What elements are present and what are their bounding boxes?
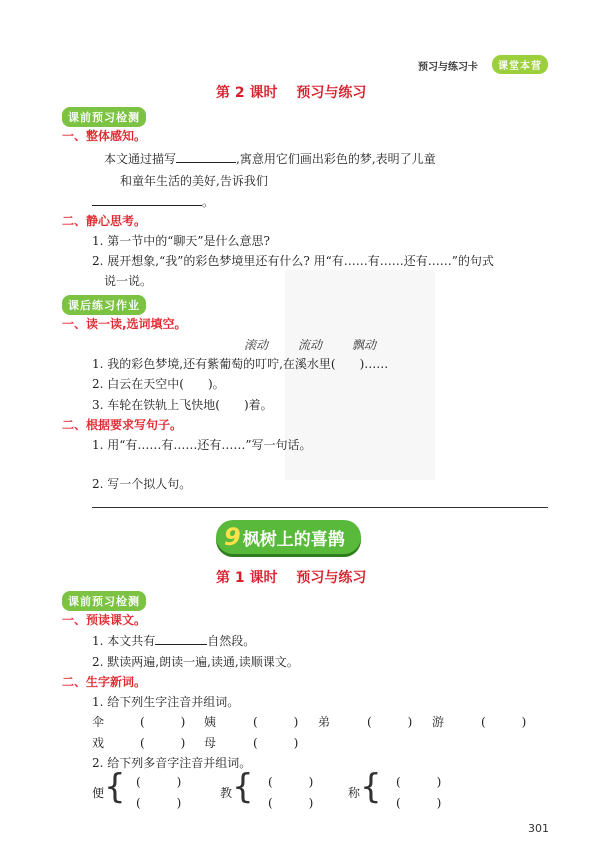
char: 姨 — [204, 715, 217, 729]
pinyin-box[interactable]: ( ) — [268, 775, 314, 789]
pinyin-box[interactable]: ( ) — [253, 736, 299, 750]
post-class-tag: 课后练习作业 — [62, 295, 146, 315]
header-text: 预习与练习卡 — [418, 62, 478, 73]
char: 伞 — [92, 715, 105, 729]
fill-blank[interactable] — [92, 205, 202, 206]
section-heading: 一、预读课文。 — [62, 613, 147, 627]
writing-task: 2. 写一个拟人句。 — [92, 477, 192, 491]
question: 1. 第一节中的“聊天”是什么意思? — [92, 234, 270, 248]
section-heading: 二、静心思考。 — [62, 214, 147, 228]
text-line: 2. 默读两遍,朗读一遍,读通,读顺课文。 — [92, 655, 299, 669]
pinyin-box[interactable]: ( ) — [268, 796, 314, 810]
lesson-title: 第 1 课时 预习与练习 — [216, 570, 367, 586]
brace-icon: { — [104, 767, 126, 807]
section-heading: 二、根据要求写句子。 — [62, 418, 183, 432]
divider-line — [92, 507, 548, 508]
text-line: 。 — [92, 193, 214, 210]
pinyin-box[interactable]: ( ) — [136, 796, 182, 810]
fill-blank[interactable] — [176, 162, 236, 163]
lesson-banner — [216, 520, 361, 554]
question: 2. 展开想象,“我”的彩色梦境里还有什么? 用“有……有……还有……”的句式 — [92, 254, 494, 268]
char: 母 — [204, 736, 217, 750]
question: 2. 给下列多音字注音并组词。 — [92, 756, 252, 770]
page-number: 301 — [528, 822, 549, 835]
lesson-number: 9 — [224, 523, 241, 551]
pre-class-tag: 课前预习检测 — [62, 591, 146, 611]
text-line: 和童年生活的美好,告诉我们 — [120, 174, 268, 188]
lesson-title: 第 2 课时 预习与练习 — [216, 85, 367, 101]
pre-class-tag: 课前预习检测 — [62, 107, 146, 127]
question: 说一说。 — [104, 274, 153, 288]
poly-char: 便 — [92, 786, 105, 800]
text-line: 1. 本文共有 自然段。 — [92, 634, 256, 648]
fill-question: 2. 白云在天空中( )。 — [92, 377, 225, 391]
poly-char: 教 — [220, 786, 233, 800]
fill-question: 1. 我的彩色梦境,还有紫葡萄的叮咛,在溪水里( )…… — [92, 357, 389, 371]
brace-icon: { — [232, 767, 254, 807]
text-line: 本文通过描写 ,寓意用它们画出彩色的梦,表明了儿童 — [104, 152, 436, 166]
char: 戏 — [92, 736, 105, 750]
question: 1. 给下列生字注音并组词。 — [92, 695, 240, 709]
pinyin-box[interactable]: ( ) — [367, 715, 413, 729]
section-heading: 一、读一读,选词填空。 — [62, 317, 187, 331]
lesson-name: 枫树上的喜鹊 — [242, 530, 345, 550]
header-badge: 课堂本营 — [492, 55, 548, 74]
pinyin-box[interactable]: ( ) — [140, 736, 186, 750]
fill-blank[interactable] — [155, 644, 207, 645]
writing-task: 1. 用“有……有……还有……”写一句话。 — [92, 438, 312, 452]
section-heading: 一、整体感知。 — [62, 129, 147, 143]
pinyin-box[interactable]: ( ) — [136, 775, 182, 789]
poly-char: 称 — [348, 786, 361, 800]
brace-icon: { — [360, 767, 382, 807]
char: 弟 — [318, 715, 331, 729]
pinyin-box[interactable]: ( ) — [396, 796, 442, 810]
section-heading: 二、生字新词。 — [62, 675, 147, 689]
char: 游 — [432, 715, 445, 729]
fill-question: 3. 车轮在铁轨上飞快地( )着。 — [92, 398, 273, 412]
word-bank: 滚动 流动 飘动 — [244, 338, 377, 352]
pinyin-box[interactable]: ( ) — [396, 775, 442, 789]
pinyin-box[interactable]: ( ) — [253, 715, 299, 729]
pinyin-box[interactable]: ( ) — [481, 715, 527, 729]
pinyin-box[interactable]: ( ) — [140, 715, 186, 729]
